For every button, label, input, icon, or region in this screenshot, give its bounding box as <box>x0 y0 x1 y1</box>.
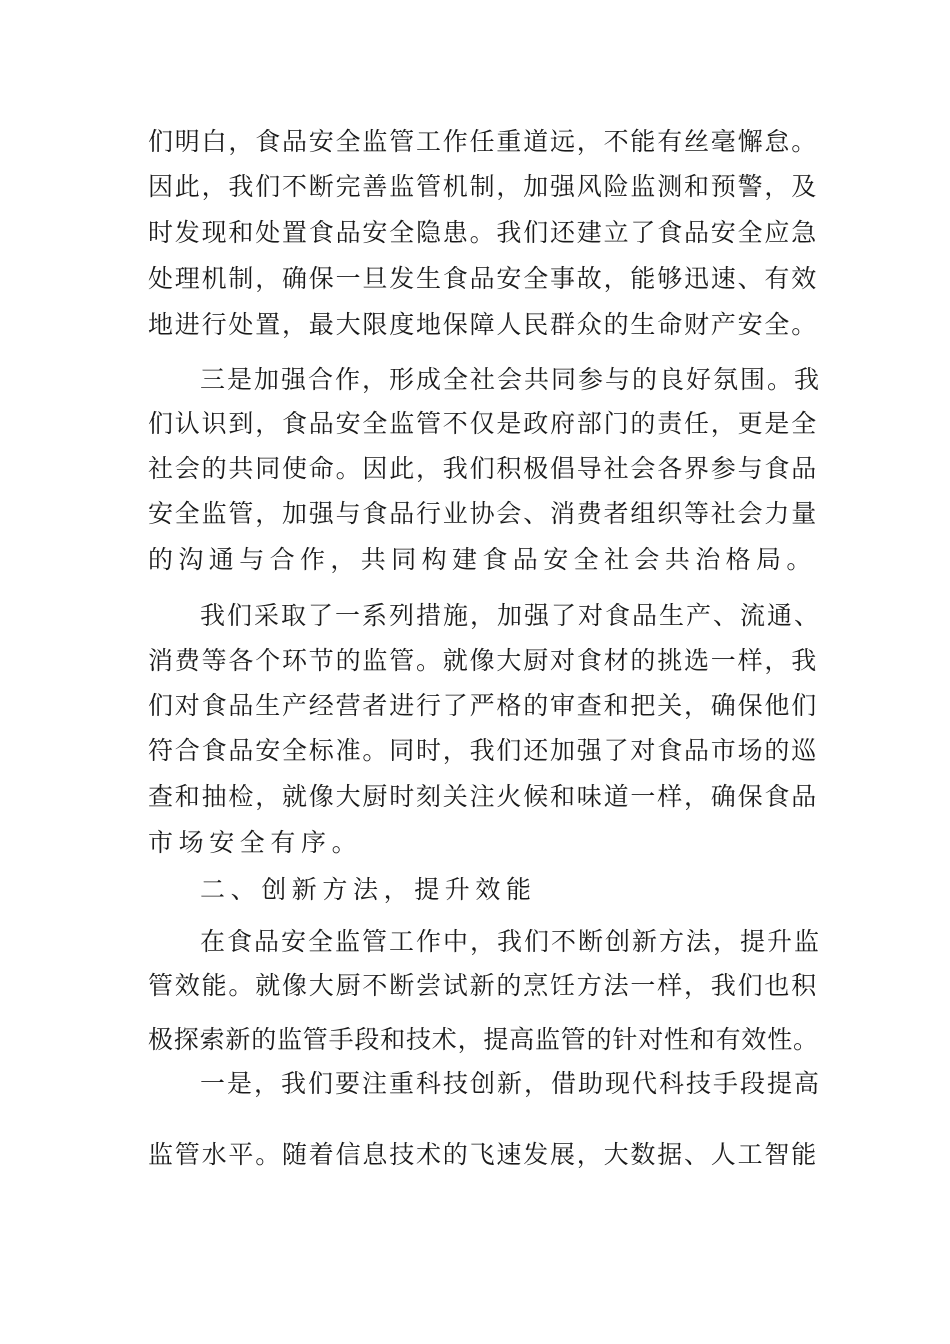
text-line: 极探索新的监管手段和技术，提高监管的针对性和有效性。 <box>148 1025 819 1054</box>
text-line: 符合食品安全标准。同时，我们还加强了对食品市场的巡 <box>148 736 819 765</box>
text-line: 们对食品生产经营者进行了严格的审查和把关，确保他们 <box>148 691 819 720</box>
text-line: 处理机制，确保一旦发生食品安全事故，能够迅速、有效 <box>148 264 819 293</box>
text-line: 的沟通与合作，共同构建食品安全社会共治格局。 <box>148 545 817 574</box>
paragraph-start-line: 在食品安全监管工作中，我们不断创新方法，提升监 <box>200 927 822 956</box>
text-line: 们明白，食品安全监管工作任重道远，不能有丝毫懈怠。 <box>148 127 819 156</box>
text-line: 市场安全有序。 <box>148 828 363 857</box>
paragraph-start-line: 我们采取了一系列措施，加强了对食品生产、流通、 <box>200 601 822 630</box>
text-line: 时发现和处置食品安全隐患。我们还建立了食品安全应急 <box>148 218 819 247</box>
text-line: 消费等各个环节的监管。就像大厨对食材的挑选一样，我 <box>148 646 819 675</box>
text-line: 地进行处置，最大限度地保障人民群众的生命财产安全。 <box>148 310 819 339</box>
paragraph-start-line: 一是，我们要注重科技创新，借助现代科技手段提高 <box>200 1069 822 1098</box>
text-line: 监管水平。随着信息技术的飞速发展，大数据、人工智能 <box>148 1140 819 1169</box>
text-line: 因此，我们不断完善监管机制，加强风险监测和预警，及 <box>148 172 819 201</box>
text-line: 管效能。就像大厨不断尝试新的烹饪方法一样，我们也积 <box>148 971 819 1000</box>
paragraph-start-line: 三是加强合作，形成全社会共同参与的良好氛围。我 <box>200 365 822 394</box>
text-line: 社会的共同使命。因此，我们积极倡导社会各界参与食品 <box>148 454 819 483</box>
section-heading: 二、创新方法，提升效能 <box>200 875 537 904</box>
text-line: 查和抽检，就像大厨时刻关注火候和味道一样，确保食品 <box>148 782 819 811</box>
text-line: 们认识到，食品安全监管不仅是政府部门的责任，更是全 <box>148 409 819 438</box>
text-line: 安全监管，加强与食品行业协会、消费者组织等社会力量 <box>148 499 819 528</box>
